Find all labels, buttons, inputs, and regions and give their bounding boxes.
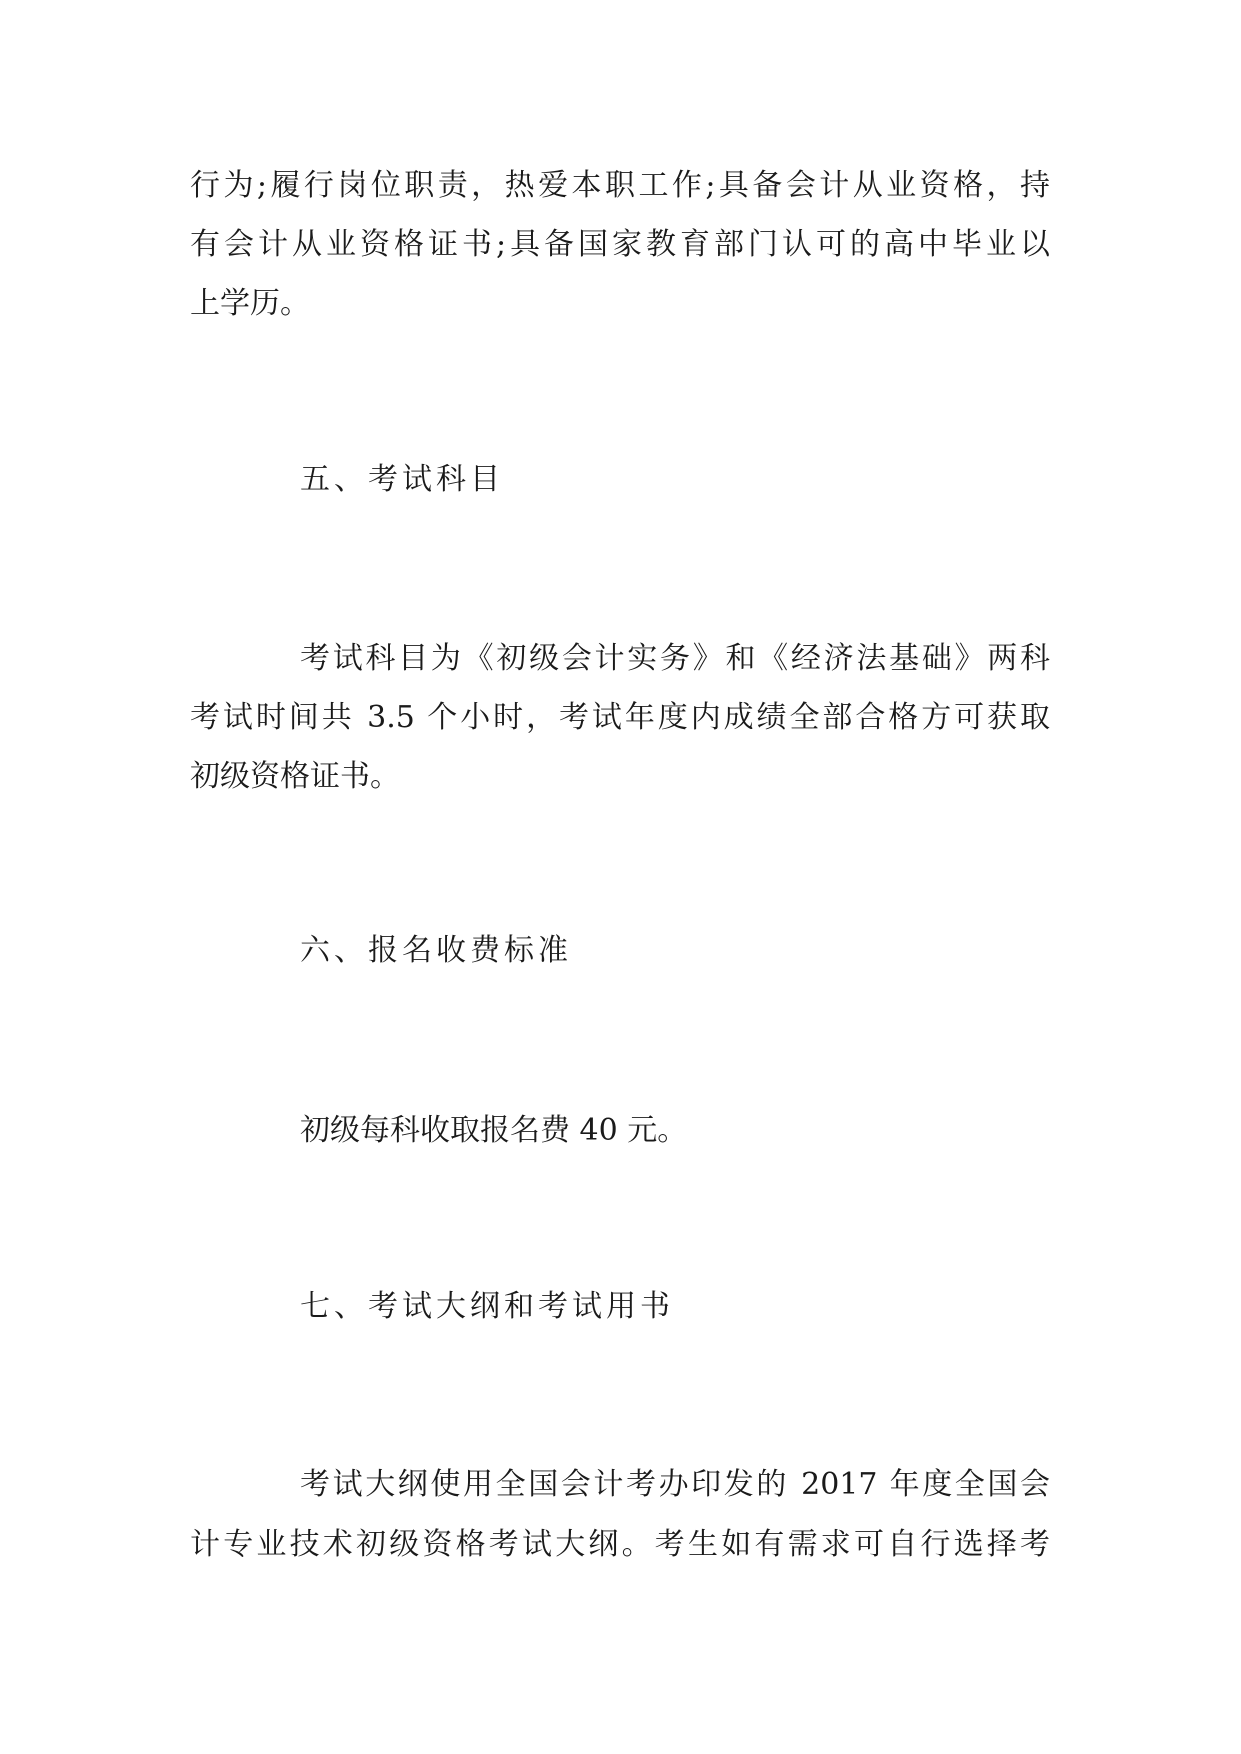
section-5-line-1: 考试科目为《初级会计实务》和《经济法基础》两科 bbox=[300, 641, 1050, 676]
section-6-heading: 六、报名收费标准 bbox=[300, 933, 572, 968]
section-7-heading: 七、考试大纲和考试用书 bbox=[300, 1289, 674, 1324]
section-7-line-2: 计专业技术初级资格考试大纲。考生如有需求可自行选择考 bbox=[190, 1527, 1050, 1562]
paragraph-1-line-3: 上学历。 bbox=[190, 286, 310, 321]
section-5-heading: 五、考试科目 bbox=[300, 462, 504, 497]
paragraph-1-line-1: 行为;履行岗位职责，热爱本职工作;具备会计从业资格，持 bbox=[190, 168, 1050, 203]
section-7-line-1: 考试大纲使用全国会计考办印发的 2017 年度全国会 bbox=[300, 1467, 1050, 1502]
section-5-line-2: 考试时间共 3.5 个小时，考试年度内成绩全部合格方可获取 bbox=[190, 700, 1050, 735]
paragraph-1-line-2: 有会计从业资格证书;具备国家教育部门认可的高中毕业以 bbox=[190, 227, 1050, 262]
section-5-line-3: 初级资格证书。 bbox=[190, 759, 400, 794]
section-6-line-1: 初级每科收取报名费 40 元。 bbox=[300, 1113, 688, 1148]
